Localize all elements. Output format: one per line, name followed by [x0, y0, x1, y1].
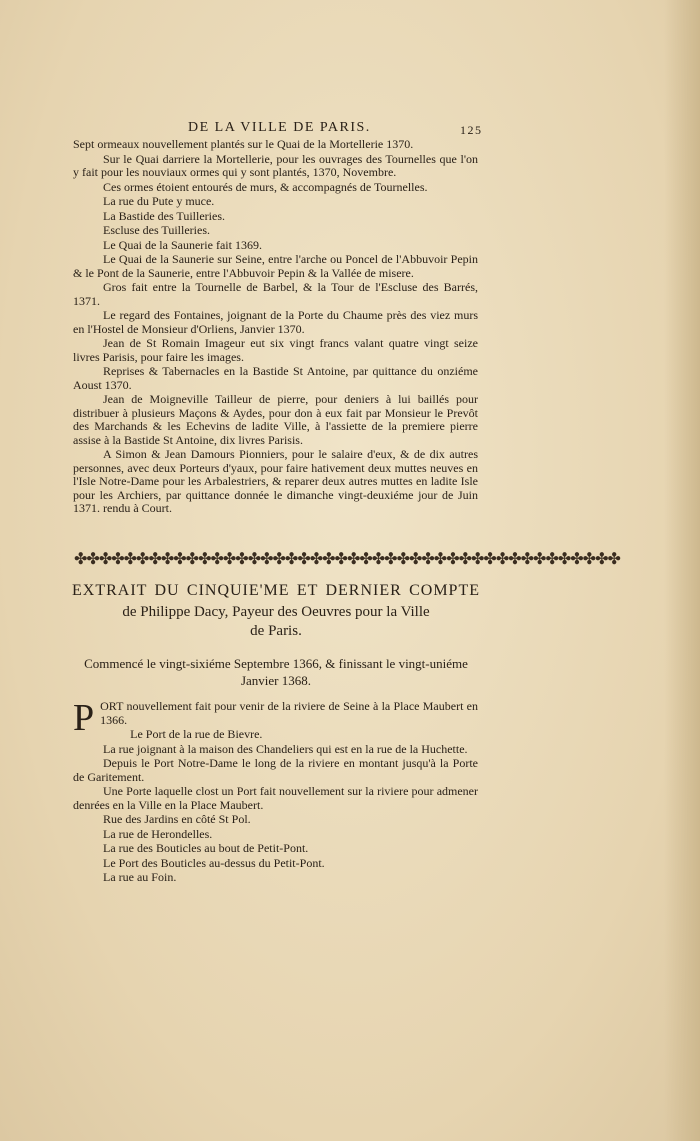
paragraph: La Bastide des Tuilleries.: [103, 208, 225, 223]
paragraph: Escluse des Tuilleries.: [103, 223, 210, 237]
date-range-subheading: [70, 655, 482, 689]
paragraph: Le Quai de la Saunerie fait 1369.: [103, 237, 262, 252]
date-line-1: Commencé le vingt-sixiéme Septembre 1366, & finissant le vingt-uniéme: [84, 656, 468, 671]
section-one-text: [73, 138, 478, 517]
paragraph: La rue joignant à la maison des Chandeliers qui est en la rue de la Huchette.: [103, 741, 468, 756]
paragraph: Le Quai de la Saunerie sur Seine, entre l'arche ou Poncel de l'Abbuvoir Pepin & le Pont de la Saunerie, entre l'Abbuvoir Pepin & la Vallée de misere.: [73, 252, 478, 280]
section-heading: [72, 582, 480, 640]
paragraph: La rue au Foin.: [103, 870, 177, 884]
ornamental-divider: ✤✤✤✤✤✤✤✤✤✤✤✤✤✤✤✤✤✤✤✤✤✤✤✤✤✤✤✤✤✤✤✤✤✤✤✤✤✤✤✤✤✤✤✤: [74, 549, 620, 568]
section-two-text: [73, 697, 478, 886]
heading-line-1: EXTRAIT DU CINQUIE'ME ET DERNIER COMPTE: [72, 582, 480, 599]
paragraph: Depuis le Port Notre-Dame le long de la riviere en montant jusqu'à la Porte de Garitement.: [73, 756, 478, 784]
paragraph: Sur le Quai darriere la Mortellerie, pour les ouvrages des Tournelles que l'on y fait pour les nouviaux ormes qui y sont plantés, 1370, Novembre.: [73, 151, 478, 179]
paragraph: Jean de Moigneville Tailleur de pierre, pour deniers à lui baillés pour distribuer à plusieurs Maçons & Aydes, pour don à eux fait par Monsieur le Prevôt des Marchands & les Echevins de ladite Ville, à l'assiette de la premiere pierre assise à la Bastide St Antoine, dix livres Parisis.: [73, 392, 478, 447]
paragraph: Rue des Jardins en côté St Pol.: [103, 812, 251, 826]
paragraph: Le regard des Fontaines, joignant de la Porte du Chaume près des viez murs en l'Hostel de Monsieur d'Orliens, Janvier 1370.: [73, 308, 478, 336]
paragraph: Sept ormeaux nouvellement plantés sur le Quai de la Mortellerie 1370.: [73, 137, 414, 151]
paragraph: La rue du Pute y muce.: [103, 194, 215, 208]
first-paragraph-text: ORT nouvellement fait pour venir de la riviere de Seine à la Place Maubert en 1366.: [100, 699, 478, 727]
paragraph: Ces ormes étoient entourés de murs, & accompagnés de Tournelles.: [103, 179, 428, 194]
paragraph: Jean de St Romain Imageur eut six vingt francs valant quatre vingt seize livres Parisis, pour faire les images.: [73, 336, 478, 364]
paragraph: Gros fait entre la Tournelle de Barbel, & la Tour de l'Escluse des Barrés, 1371.: [73, 280, 478, 308]
heading-line-3: de Paris.: [250, 623, 302, 639]
paragraph: Reprises & Tabernacles en la Bastide St Antoine, par quittance du onziéme Aoust 1370.: [73, 364, 478, 392]
paragraph: Une Porte laquelle clost un Port fait nouvellement sur la riviere pour admener denrées en la Ville en la Place Maubert.: [73, 784, 478, 812]
paragraph: La rue des Bouticles au bout de Petit-Pont.: [103, 841, 309, 855]
running-title: DE LA VILLE DE PARIS.: [188, 120, 371, 135]
paragraph: Le Port des Bouticles au-dessus du Petit-Pont.: [103, 855, 325, 870]
page-number: 125: [460, 123, 483, 137]
paragraph: A Simon & Jean Damours Pionniers, pour le salaire d'eux, & de dix autres personnes, avec deux Porteurs d'yaux, pour faire hativement deux muttes neuves en l'Isle Notre-Dame pour les Arbalestriers, & reparer deux autres muttes en ladite Isle pour les Archiers, par quittance donnée le dimanche vingt-deuxiéme jour de Juin 1371. rendu à Court.: [73, 447, 478, 515]
drop-cap: P: [73, 697, 95, 739]
page-edge-shadow: [664, 0, 700, 1141]
heading-line-2: de Philippe Dacy, Payeur des Oeuvres pour la Ville: [122, 604, 430, 620]
paragraph: La rue de Herondelles.: [103, 826, 213, 841]
date-line-2: Janvier 1368.: [240, 673, 312, 688]
paragraph: Le Port de la rue de Bievre.: [130, 727, 263, 741]
